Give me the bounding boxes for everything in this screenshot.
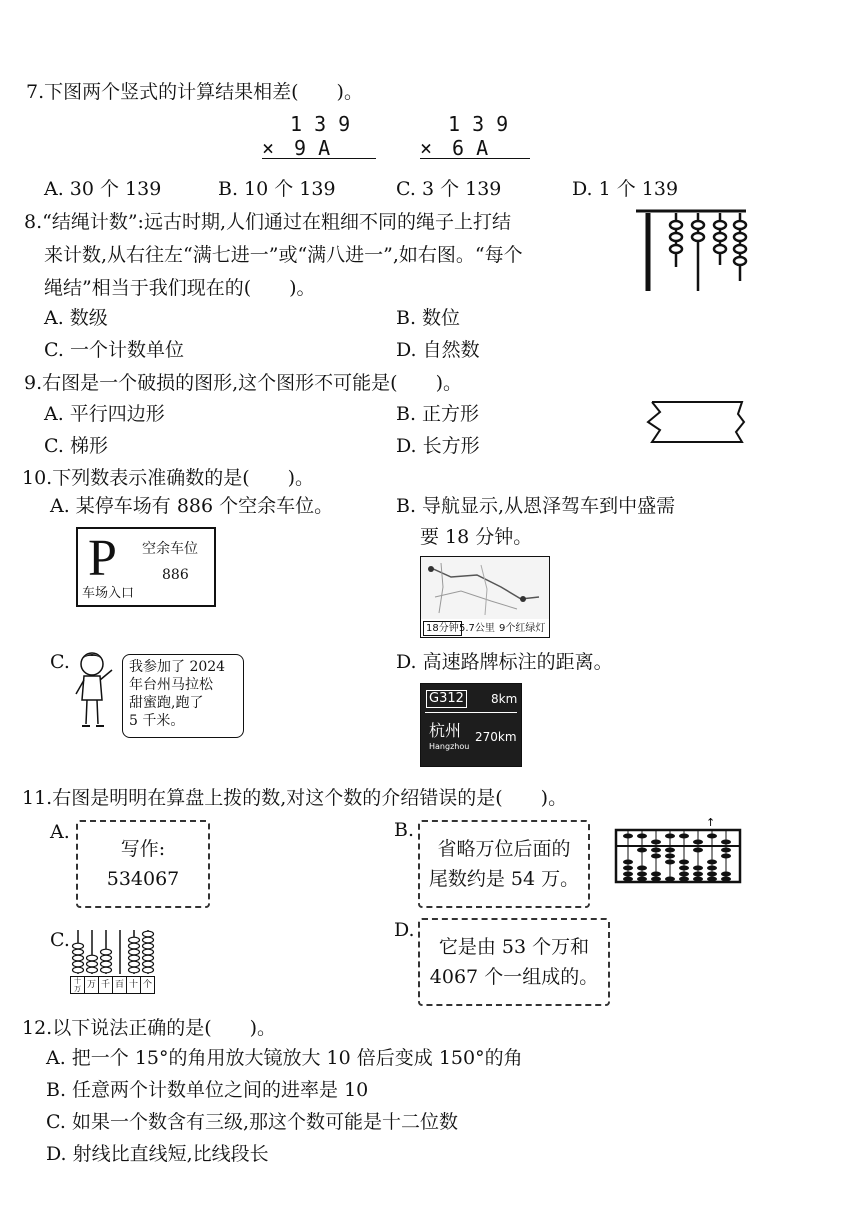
q11-option-b-text2: 尾数约是 54 万。 xyxy=(428,868,580,890)
place-label-ten: 十 xyxy=(127,977,141,993)
parking-sign xyxy=(76,527,216,607)
q9-option-b[interactable]: B. 正方形 xyxy=(396,403,480,425)
q9-stem: 9.右图是一个破损的图形,这个图形不可能是( )。 xyxy=(24,372,462,394)
q12-option-a[interactable]: A. 把一个 15°的角用放大镜放大 10 倍后变成 150°的角 xyxy=(46,1047,523,1069)
q11-option-d-label[interactable]: D. xyxy=(394,919,415,941)
parking-sign-entrance: 车场入口 xyxy=(82,586,135,601)
q7-calc2-bottom: × 6 A xyxy=(420,136,489,160)
broken-shape-figure xyxy=(646,398,746,448)
q8-option-d[interactable]: D. 自然数 xyxy=(396,339,480,361)
svg-text:↑: ↑ xyxy=(706,816,716,829)
q8-stem-line2: 来计数,从右往左“满七进一”或“满八进一”,如右图。“每个 xyxy=(44,244,523,266)
q7-calc2-line xyxy=(420,158,530,159)
q10-option-b-line1[interactable]: B. 导航显示,从恩泽驾车到中盛需 xyxy=(396,495,676,517)
q11-option-a-text1: 写作: xyxy=(120,838,166,860)
parking-sign-count: 886 xyxy=(162,567,189,583)
highway-sign-city-en: Hangzhou xyxy=(429,742,470,751)
q12-option-d[interactable]: D. 射线比直线短,比线段长 xyxy=(46,1143,269,1165)
speech-bubble-line2: 年台州马拉松 xyxy=(129,677,213,693)
q7-option-c[interactable]: C. 3 个 139 xyxy=(396,178,502,200)
navigation-time: 18分钟 xyxy=(423,621,462,636)
bead-counter-places xyxy=(70,976,155,994)
q10-option-d[interactable]: D. 高速路牌标注的距离。 xyxy=(396,651,613,673)
q7-option-a[interactable]: A. 30 个 139 xyxy=(44,178,162,200)
navigation-map xyxy=(420,556,550,638)
place-label-hundred: 百 xyxy=(113,977,127,993)
q8-stem-line3: 绳结”相当于我们现在的( )。 xyxy=(44,277,316,299)
q12-option-b[interactable]: B. 任意两个计数单位之间的进率是 10 xyxy=(46,1079,369,1101)
q7-calc2-top: 1 3 9 xyxy=(448,112,509,136)
q12-option-c[interactable]: C. 如果一个数含有三级,那这个数可能是十二位数 xyxy=(46,1111,458,1133)
q11-option-a-card[interactable] xyxy=(76,820,210,908)
highway-sign-road-distance: 8km xyxy=(491,692,518,706)
q7-calc1-top: 1 3 9 xyxy=(290,112,351,136)
q10-option-c-label[interactable]: C. xyxy=(50,651,70,673)
q11-option-d-text2: 4067 个一组成的。 xyxy=(429,966,599,988)
boy-figure xyxy=(68,648,120,732)
speech-bubble-line3: 甜蜜跑,跑了 xyxy=(129,695,204,711)
speech-bubble xyxy=(122,654,244,738)
q7-stem: 7.下图两个竖式的计算结果相差( )。 xyxy=(26,81,363,103)
q7-option-d[interactable]: D. 1 个 139 xyxy=(572,178,679,200)
q8-option-a[interactable]: A. 数级 xyxy=(44,307,108,329)
q8-option-b[interactable]: B. 数位 xyxy=(396,307,461,329)
highway-sign-divider xyxy=(425,712,517,713)
highway-sign-city-distance: 270km xyxy=(475,730,517,744)
q12-stem: 12.以下说法正确的是( )。 xyxy=(22,1017,277,1039)
navigation-map-route xyxy=(421,557,549,619)
q11-option-c-label[interactable]: C. xyxy=(50,929,70,951)
speech-bubble-line1: 我参加了 2024 xyxy=(129,659,226,675)
highway-sign-city: 杭州 xyxy=(429,721,462,740)
q11-stem: 11.右图是明明在算盘上拨的数,对这个数的介绍错误的是( )。 xyxy=(22,787,568,809)
q7-option-b[interactable]: B. 10 个 139 xyxy=(218,178,336,200)
bead-counter xyxy=(68,926,158,976)
place-label-ten-thousand: 万 xyxy=(85,977,99,993)
q11-option-b-label[interactable]: B. xyxy=(394,819,415,841)
q11-option-b-text1: 省略万位后面的 xyxy=(437,838,571,860)
q9-option-a[interactable]: A. 平行四边形 xyxy=(44,403,165,425)
q10-option-a[interactable]: A. 某停车场有 886 个空余车位。 xyxy=(50,495,334,517)
q10-option-b-line2[interactable]: 要 18 分钟。 xyxy=(420,526,533,548)
q11-option-a-text2: 534067 xyxy=(106,868,180,890)
q8-stem-line1: 8.“结绳计数”:远古时期,人们通过在粗细不同的绳子上打结 xyxy=(24,211,511,233)
place-label-hundred-thousand: 十万 xyxy=(71,977,85,993)
q11-option-a-label[interactable]: A. xyxy=(50,821,70,843)
highway-sign xyxy=(420,683,522,767)
q10-stem: 10.下列数表示准确数的是( )。 xyxy=(22,467,315,489)
parking-sign-label: 空余车位 xyxy=(142,541,198,557)
q11-option-b-card[interactable] xyxy=(418,820,590,908)
q8-option-c[interactable]: C. 一个计数单位 xyxy=(44,339,184,361)
speech-bubble-line4: 5 千米。 xyxy=(129,713,185,729)
place-label-one: 个 xyxy=(142,980,152,990)
q7-calc1-bottom: × 9 A xyxy=(262,136,331,160)
highway-sign-road: G312 xyxy=(426,690,467,708)
navigation-distance: 5.7公里 xyxy=(459,623,495,634)
q9-option-c[interactable]: C. 梯形 xyxy=(44,435,108,457)
q9-option-d[interactable]: D. 长方形 xyxy=(396,435,480,457)
place-label-thousand: 千 xyxy=(99,977,113,993)
q11-option-d-text1: 它是由 53 个万和 xyxy=(438,936,590,958)
navigation-lights: 9个红绿灯 xyxy=(499,623,546,634)
knot-rope-figure xyxy=(634,205,748,297)
q7-calc1-line xyxy=(262,158,376,159)
parking-sign-letter: P xyxy=(88,530,117,587)
suanpan-abacus xyxy=(612,816,744,886)
q11-option-d-card[interactable] xyxy=(418,918,610,1006)
